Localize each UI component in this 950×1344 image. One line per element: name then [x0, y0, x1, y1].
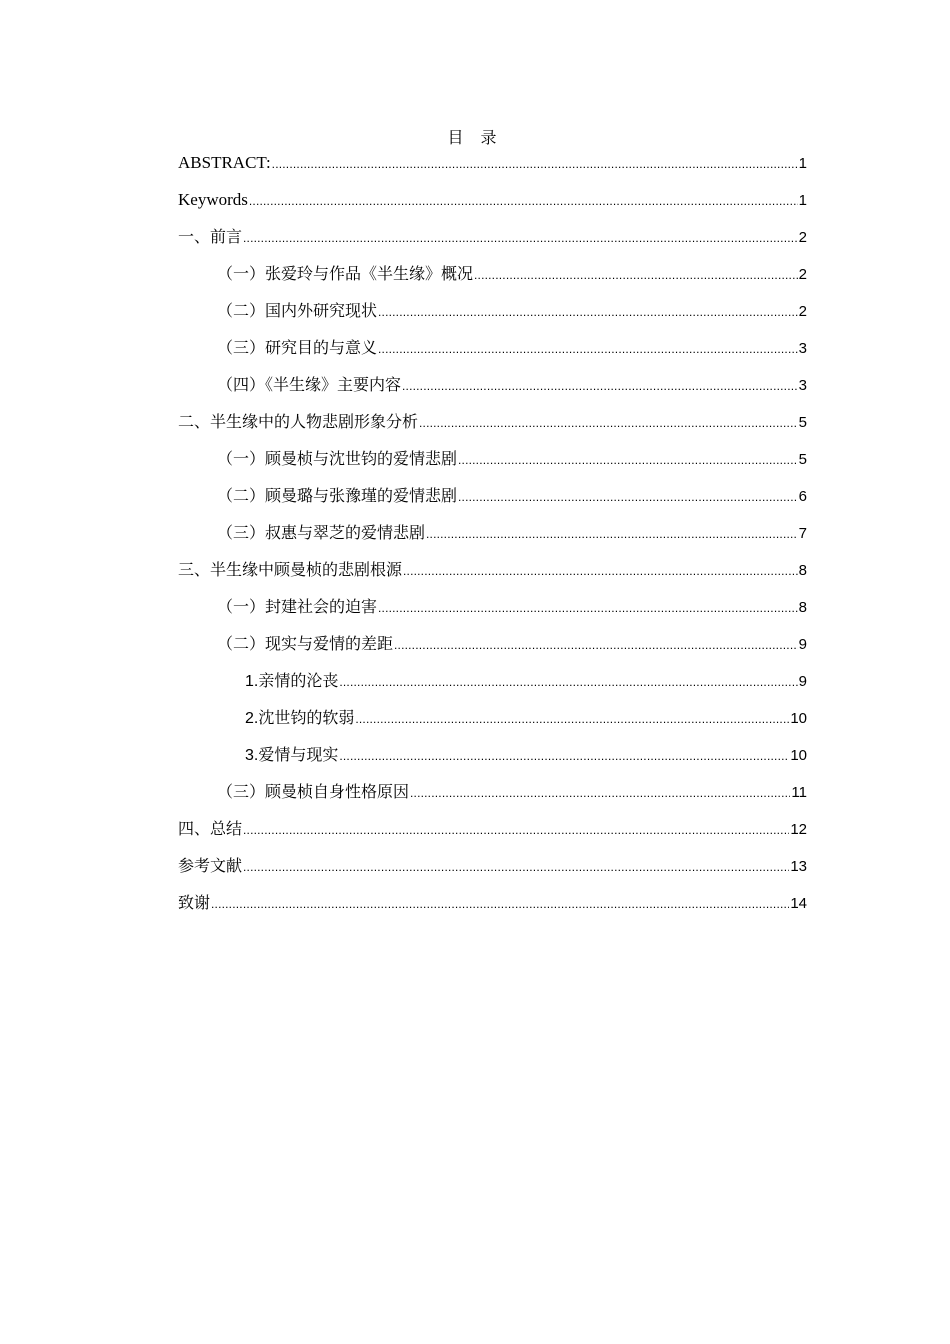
toc-dot-leader	[378, 336, 798, 362]
toc-page-number: 8	[798, 599, 807, 616]
toc-page-number: 11	[791, 784, 807, 801]
toc-entry-number: 3.	[245, 747, 259, 764]
toc-entry-chapter-3[interactable]	[178, 557, 807, 594]
toc-entry-subsection-3-2-3[interactable]	[178, 742, 807, 779]
toc-entry-section-2-1[interactable]	[178, 446, 807, 483]
toc-entry-label: （一）封建社会的迫害	[217, 597, 378, 616]
toc-dot-leader	[355, 706, 789, 732]
toc-dot-leader	[474, 262, 798, 288]
toc-page-number: 2	[798, 303, 807, 320]
toc-entry-chapter-1[interactable]	[178, 224, 807, 261]
toc-dot-leader	[378, 299, 798, 325]
toc-entry-subsection-3-2-1[interactable]	[178, 668, 807, 705]
toc-dot-leader	[458, 484, 798, 510]
toc-entry-label: 致谢	[178, 893, 211, 912]
toc-page-number: 10	[790, 710, 807, 727]
toc-entry-label: （三）顾曼桢自身性格原因	[217, 782, 410, 801]
toc-dot-leader	[211, 891, 789, 917]
toc-page-number: 5	[798, 451, 807, 468]
toc-dot-leader	[249, 188, 798, 214]
toc-dot-leader	[410, 780, 790, 806]
toc-entry-section-3-1[interactable]	[178, 594, 807, 631]
toc-entry-label	[245, 742, 338, 769]
toc-page-number: 13	[790, 858, 807, 875]
toc-dot-leader	[272, 151, 798, 177]
toc-entry-label: 四、总结	[178, 819, 243, 838]
toc-dot-leader	[403, 558, 798, 584]
toc-entry-section-1-2[interactable]	[178, 298, 807, 335]
toc-page-number: 1	[798, 192, 807, 209]
toc-entry-number: 2.	[245, 710, 259, 727]
toc-entry-label: （二）顾曼璐与张豫瑾的爱情悲剧	[217, 486, 458, 505]
toc-page-number: 8	[798, 562, 807, 579]
toc-entry-section-3-2[interactable]	[178, 631, 807, 668]
toc-dot-leader	[243, 817, 789, 843]
toc-page-number: 9	[798, 636, 807, 653]
table-of-contents	[178, 150, 807, 927]
toc-entry-section-3-3[interactable]	[178, 779, 807, 816]
toc-page-number: 3	[798, 340, 807, 357]
toc-entry-references[interactable]	[178, 853, 807, 890]
toc-page-number: 2	[798, 266, 807, 283]
toc-entry-chapter-4[interactable]	[178, 816, 807, 853]
toc-entry-text: 沈世钧的软弱	[258, 708, 355, 727]
toc-entry-number: 1.	[245, 673, 259, 690]
toc-entry-section-2-2[interactable]	[178, 483, 807, 520]
toc-page-number: 6	[798, 488, 807, 505]
toc-entry-label: Keywords	[178, 190, 248, 209]
toc-entry-text: 爱情与现实	[258, 745, 339, 764]
toc-dot-leader	[419, 410, 798, 436]
toc-entry-label: （四）《半生缘》主要内容	[217, 375, 402, 394]
toc-entry-label: （二）国内外研究现状	[217, 301, 378, 320]
toc-page-number: 12	[790, 821, 807, 838]
toc-dot-leader	[402, 373, 798, 399]
toc-dot-leader	[394, 632, 798, 658]
toc-page-number: 9	[798, 673, 807, 690]
toc-entry-label: ABSTRACT:	[178, 153, 271, 172]
toc-dot-leader	[243, 225, 798, 251]
toc-entry-acknowledgements[interactable]	[178, 890, 807, 927]
toc-entry-label: 一、前言	[178, 227, 243, 246]
toc-page-number: 3	[798, 377, 807, 394]
toc-entry-label: （三）叔惠与翠芝的爱情悲剧	[217, 523, 426, 542]
toc-entry-subsection-3-2-2[interactable]	[178, 705, 807, 742]
toc-entry-label: 参考文献	[178, 856, 243, 875]
toc-page-number: 14	[790, 895, 807, 912]
toc-entry-label	[245, 705, 354, 732]
toc-entry-section-1-4[interactable]	[178, 372, 807, 409]
toc-dot-leader	[458, 447, 798, 473]
toc-page-number: 5	[798, 414, 807, 431]
toc-entry-section-1-1[interactable]	[178, 261, 807, 298]
toc-dot-leader	[339, 743, 789, 769]
toc-entry-label: （三）研究目的与意义	[217, 338, 378, 357]
toc-entry-label: （二）现实与爱情的差距	[217, 634, 394, 653]
toc-page-number: 7	[798, 525, 807, 542]
toc-entry-label: （一）张爱玲与作品《半生缘》概况	[217, 264, 474, 283]
toc-entry-label: 二、半生缘中的人物悲剧形象分析	[178, 412, 419, 431]
toc-entry-keywords[interactable]	[178, 187, 807, 224]
toc-dot-leader	[378, 595, 798, 621]
toc-entry-label	[245, 668, 338, 695]
toc-page-number: 2	[798, 229, 807, 246]
toc-dot-leader	[243, 854, 789, 880]
toc-entry-section-1-3[interactable]	[178, 335, 807, 372]
toc-entry-text: 亲情的沦丧	[258, 671, 339, 690]
toc-entry-label: 三、半生缘中顾曼桢的悲剧根源	[178, 560, 403, 579]
toc-dot-leader	[426, 521, 798, 547]
toc-entry-chapter-2[interactable]	[178, 409, 807, 446]
toc-page-number: 10	[790, 747, 807, 764]
toc-page-number: 1	[798, 155, 807, 172]
toc-dot-leader	[339, 669, 797, 695]
toc-entry-abstract[interactable]	[178, 150, 807, 187]
toc-entry-section-2-3[interactable]	[178, 520, 807, 557]
toc-title: 目 录	[447, 128, 503, 147]
toc-entry-label: （一）顾曼桢与沈世钧的爱情悲剧	[217, 449, 458, 468]
